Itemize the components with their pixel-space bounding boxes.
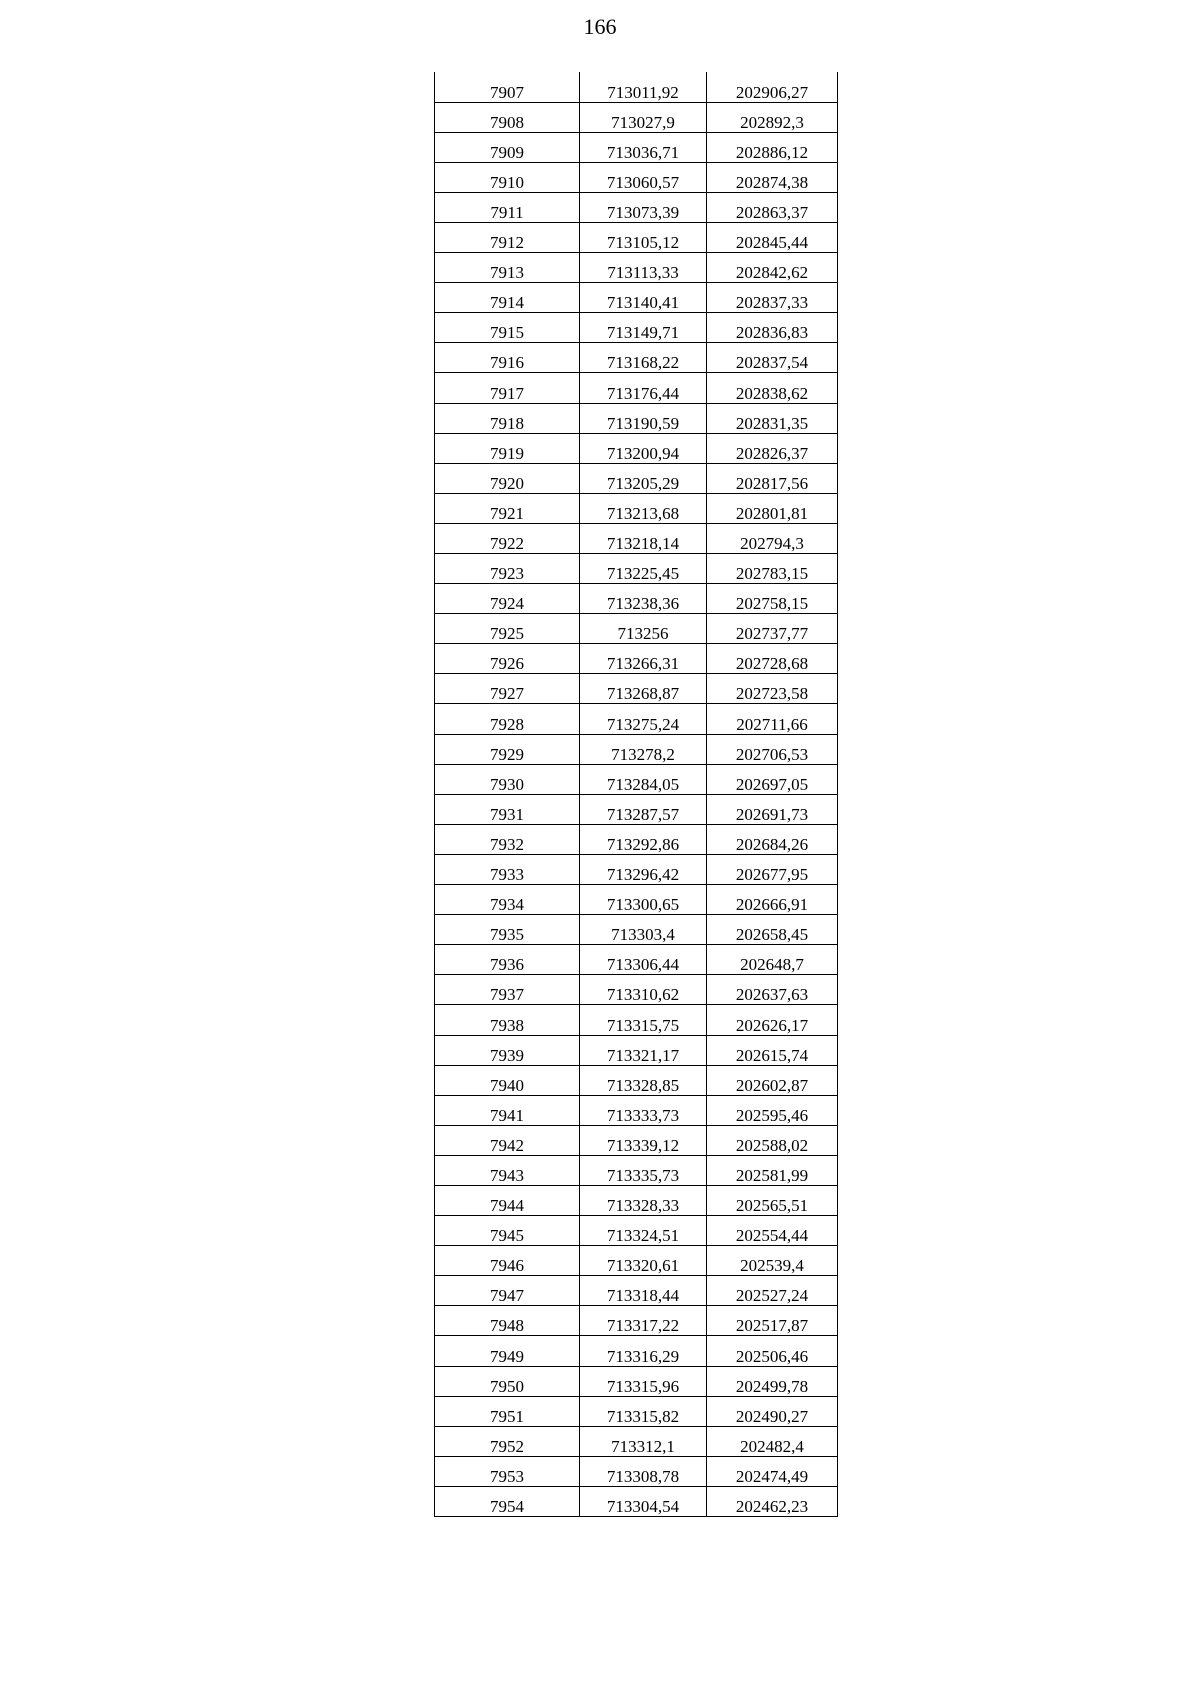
table-row [435, 1336, 838, 1366]
table-row [435, 975, 838, 1005]
point-number-cell: 7953 [435, 1456, 580, 1486]
x-coordinate-cell: 713205,29 [580, 463, 707, 493]
x-coordinate-cell: 713335,73 [580, 1155, 707, 1185]
y-coordinate-cell: 202837,33 [707, 283, 838, 313]
table-row [435, 192, 838, 222]
point-number-cell: 7926 [435, 644, 580, 674]
x-coordinate-cell: 713306,44 [580, 945, 707, 975]
x-coordinate-cell: 713105,12 [580, 222, 707, 252]
point-number-cell: 7916 [435, 343, 580, 373]
point-number-cell: 7923 [435, 554, 580, 584]
table-row [435, 885, 838, 915]
point-number-cell: 7949 [435, 1336, 580, 1366]
x-coordinate-cell: 713320,61 [580, 1246, 707, 1276]
y-coordinate-cell: 202758,15 [707, 584, 838, 614]
point-number-cell: 7925 [435, 614, 580, 644]
table-row [435, 1486, 838, 1516]
x-coordinate-cell: 713308,78 [580, 1456, 707, 1486]
y-coordinate-cell: 202691,73 [707, 794, 838, 824]
y-coordinate-cell: 202626,17 [707, 1005, 838, 1035]
point-number-cell: 7929 [435, 734, 580, 764]
table-row [435, 433, 838, 463]
y-coordinate-cell: 202906,27 [707, 72, 838, 102]
x-coordinate-cell: 713268,87 [580, 674, 707, 704]
y-coordinate-cell: 202474,49 [707, 1456, 838, 1486]
table-row [435, 343, 838, 373]
table-row [435, 614, 838, 644]
x-coordinate-cell: 713060,57 [580, 162, 707, 192]
y-coordinate-cell: 202677,95 [707, 854, 838, 884]
x-coordinate-cell: 713292,86 [580, 824, 707, 854]
point-number-cell: 7917 [435, 373, 580, 403]
y-coordinate-cell: 202728,68 [707, 644, 838, 674]
x-coordinate-cell: 713315,96 [580, 1366, 707, 1396]
y-coordinate-cell: 202581,99 [707, 1155, 838, 1185]
x-coordinate-cell: 713316,29 [580, 1336, 707, 1366]
point-number-cell: 7907 [435, 72, 580, 102]
x-coordinate-cell: 713318,44 [580, 1276, 707, 1306]
point-number-cell: 7921 [435, 493, 580, 523]
table-row [435, 854, 838, 884]
table-row [435, 734, 838, 764]
table-row [435, 1155, 838, 1185]
point-number-cell: 7909 [435, 132, 580, 162]
coordinates-table-body [435, 72, 838, 1517]
table-row [435, 1065, 838, 1095]
x-coordinate-cell: 713238,36 [580, 584, 707, 614]
y-coordinate-cell: 202817,56 [707, 463, 838, 493]
x-coordinate-cell: 713296,42 [580, 854, 707, 884]
x-coordinate-cell: 713324,51 [580, 1216, 707, 1246]
x-coordinate-cell: 713190,59 [580, 403, 707, 433]
table-row [435, 72, 838, 102]
point-number-cell: 7920 [435, 463, 580, 493]
x-coordinate-cell: 713140,41 [580, 283, 707, 313]
table-row [435, 824, 838, 854]
point-number-cell: 7950 [435, 1366, 580, 1396]
x-coordinate-cell: 713176,44 [580, 373, 707, 403]
table-row [435, 523, 838, 553]
y-coordinate-cell: 202595,46 [707, 1095, 838, 1125]
y-coordinate-cell: 202684,26 [707, 824, 838, 854]
table-row [435, 1396, 838, 1426]
x-coordinate-cell: 713310,62 [580, 975, 707, 1005]
point-number-cell: 7945 [435, 1216, 580, 1246]
point-number-cell: 7908 [435, 102, 580, 132]
y-coordinate-cell: 202783,15 [707, 554, 838, 584]
table-row [435, 162, 838, 192]
point-number-cell: 7918 [435, 403, 580, 433]
x-coordinate-cell: 713315,75 [580, 1005, 707, 1035]
y-coordinate-cell: 202886,12 [707, 132, 838, 162]
y-coordinate-cell: 202845,44 [707, 222, 838, 252]
table-row [435, 493, 838, 523]
point-number-cell: 7910 [435, 162, 580, 192]
point-number-cell: 7944 [435, 1185, 580, 1215]
x-coordinate-cell: 713303,4 [580, 915, 707, 945]
point-number-cell: 7936 [435, 945, 580, 975]
table-row [435, 1306, 838, 1336]
table-row [435, 102, 838, 132]
y-coordinate-cell: 202837,54 [707, 343, 838, 373]
table-row [435, 1426, 838, 1456]
y-coordinate-cell: 202554,44 [707, 1216, 838, 1246]
table-row [435, 764, 838, 794]
x-coordinate-cell: 713036,71 [580, 132, 707, 162]
table-row [435, 1216, 838, 1246]
table-row [435, 222, 838, 252]
y-coordinate-cell: 202506,46 [707, 1336, 838, 1366]
x-coordinate-cell: 713317,22 [580, 1306, 707, 1336]
x-coordinate-cell: 713256 [580, 614, 707, 644]
table-row [435, 1276, 838, 1306]
x-coordinate-cell: 713200,94 [580, 433, 707, 463]
point-number-cell: 7933 [435, 854, 580, 884]
x-coordinate-cell: 713218,14 [580, 523, 707, 553]
table-row [435, 674, 838, 704]
y-coordinate-cell: 202831,35 [707, 403, 838, 433]
y-coordinate-cell: 202794,3 [707, 523, 838, 553]
y-coordinate-cell: 202892,3 [707, 102, 838, 132]
x-coordinate-cell: 713312,1 [580, 1426, 707, 1456]
y-coordinate-cell: 202615,74 [707, 1035, 838, 1065]
table-row [435, 1125, 838, 1155]
x-coordinate-cell: 713011,92 [580, 72, 707, 102]
x-coordinate-cell: 713073,39 [580, 192, 707, 222]
x-coordinate-cell: 713328,85 [580, 1065, 707, 1095]
table-row [435, 132, 838, 162]
x-coordinate-cell: 713315,82 [580, 1396, 707, 1426]
table-row [435, 1456, 838, 1486]
x-coordinate-cell: 713321,17 [580, 1035, 707, 1065]
table-row [435, 945, 838, 975]
point-number-cell: 7940 [435, 1065, 580, 1095]
point-number-cell: 7934 [435, 885, 580, 915]
point-number-cell: 7947 [435, 1276, 580, 1306]
y-coordinate-cell: 202527,24 [707, 1276, 838, 1306]
x-coordinate-cell: 713284,05 [580, 764, 707, 794]
table-row [435, 1095, 838, 1125]
table-row [435, 794, 838, 824]
point-number-cell: 7938 [435, 1005, 580, 1035]
page-number: 166 [583, 14, 617, 39]
point-number-cell: 7931 [435, 794, 580, 824]
y-coordinate-cell: 202499,78 [707, 1366, 838, 1396]
table-row [435, 1246, 838, 1276]
table-row [435, 373, 838, 403]
y-coordinate-cell: 202711,66 [707, 704, 838, 734]
point-number-cell: 7928 [435, 704, 580, 734]
point-number-cell: 7911 [435, 192, 580, 222]
x-coordinate-cell: 713225,45 [580, 554, 707, 584]
x-coordinate-cell: 713328,33 [580, 1185, 707, 1215]
y-coordinate-cell: 202648,7 [707, 945, 838, 975]
x-coordinate-cell: 713168,22 [580, 343, 707, 373]
point-number-cell: 7954 [435, 1486, 580, 1516]
x-coordinate-cell: 713278,2 [580, 734, 707, 764]
table-row [435, 704, 838, 734]
coordinates-table [434, 72, 838, 1517]
table-row [435, 644, 838, 674]
point-number-cell: 7915 [435, 313, 580, 343]
x-coordinate-cell: 713213,68 [580, 493, 707, 523]
y-coordinate-cell: 202874,38 [707, 162, 838, 192]
y-coordinate-cell: 202482,4 [707, 1426, 838, 1456]
point-number-cell: 7932 [435, 824, 580, 854]
y-coordinate-cell: 202602,87 [707, 1065, 838, 1095]
y-coordinate-cell: 202836,83 [707, 313, 838, 343]
y-coordinate-cell: 202801,81 [707, 493, 838, 523]
table-row [435, 313, 838, 343]
table-row [435, 283, 838, 313]
y-coordinate-cell: 202666,91 [707, 885, 838, 915]
point-number-cell: 7939 [435, 1035, 580, 1065]
table-row [435, 1366, 838, 1396]
table-row [435, 554, 838, 584]
y-coordinate-cell: 202637,63 [707, 975, 838, 1005]
y-coordinate-cell: 202697,05 [707, 764, 838, 794]
x-coordinate-cell: 713300,65 [580, 885, 707, 915]
y-coordinate-cell: 202863,37 [707, 192, 838, 222]
table-row [435, 1185, 838, 1215]
y-coordinate-cell: 202517,87 [707, 1306, 838, 1336]
point-number-cell: 7927 [435, 674, 580, 704]
y-coordinate-cell: 202723,58 [707, 674, 838, 704]
y-coordinate-cell: 202565,51 [707, 1185, 838, 1215]
x-coordinate-cell: 713027,9 [580, 102, 707, 132]
point-number-cell: 7919 [435, 433, 580, 463]
point-number-cell: 7951 [435, 1396, 580, 1426]
point-number-cell: 7948 [435, 1306, 580, 1336]
x-coordinate-cell: 713287,57 [580, 794, 707, 824]
point-number-cell: 7943 [435, 1155, 580, 1185]
table-row [435, 584, 838, 614]
x-coordinate-cell: 713304,54 [580, 1486, 707, 1516]
table-row [435, 1035, 838, 1065]
x-coordinate-cell: 713275,24 [580, 704, 707, 734]
point-number-cell: 7912 [435, 222, 580, 252]
table-row [435, 915, 838, 945]
point-number-cell: 7942 [435, 1125, 580, 1155]
point-number-cell: 7913 [435, 253, 580, 283]
x-coordinate-cell: 713266,31 [580, 644, 707, 674]
table-row [435, 253, 838, 283]
point-number-cell: 7941 [435, 1095, 580, 1125]
point-number-cell: 7952 [435, 1426, 580, 1456]
point-number-cell: 7930 [435, 764, 580, 794]
x-coordinate-cell: 713149,71 [580, 313, 707, 343]
y-coordinate-cell: 202838,62 [707, 373, 838, 403]
x-coordinate-cell: 713333,73 [580, 1095, 707, 1125]
y-coordinate-cell: 202588,02 [707, 1125, 838, 1155]
y-coordinate-cell: 202462,23 [707, 1486, 838, 1516]
point-number-cell: 7924 [435, 584, 580, 614]
table-row [435, 403, 838, 433]
table-row [435, 1005, 838, 1035]
y-coordinate-cell: 202842,62 [707, 253, 838, 283]
point-number-cell: 7914 [435, 283, 580, 313]
y-coordinate-cell: 202658,45 [707, 915, 838, 945]
y-coordinate-cell: 202539,4 [707, 1246, 838, 1276]
point-number-cell: 7922 [435, 523, 580, 553]
y-coordinate-cell: 202490,27 [707, 1396, 838, 1426]
x-coordinate-cell: 713339,12 [580, 1125, 707, 1155]
point-number-cell: 7946 [435, 1246, 580, 1276]
point-number-cell: 7935 [435, 915, 580, 945]
y-coordinate-cell: 202826,37 [707, 433, 838, 463]
x-coordinate-cell: 713113,33 [580, 253, 707, 283]
y-coordinate-cell: 202706,53 [707, 734, 838, 764]
table-row [435, 463, 838, 493]
point-number-cell: 7937 [435, 975, 580, 1005]
y-coordinate-cell: 202737,77 [707, 614, 838, 644]
